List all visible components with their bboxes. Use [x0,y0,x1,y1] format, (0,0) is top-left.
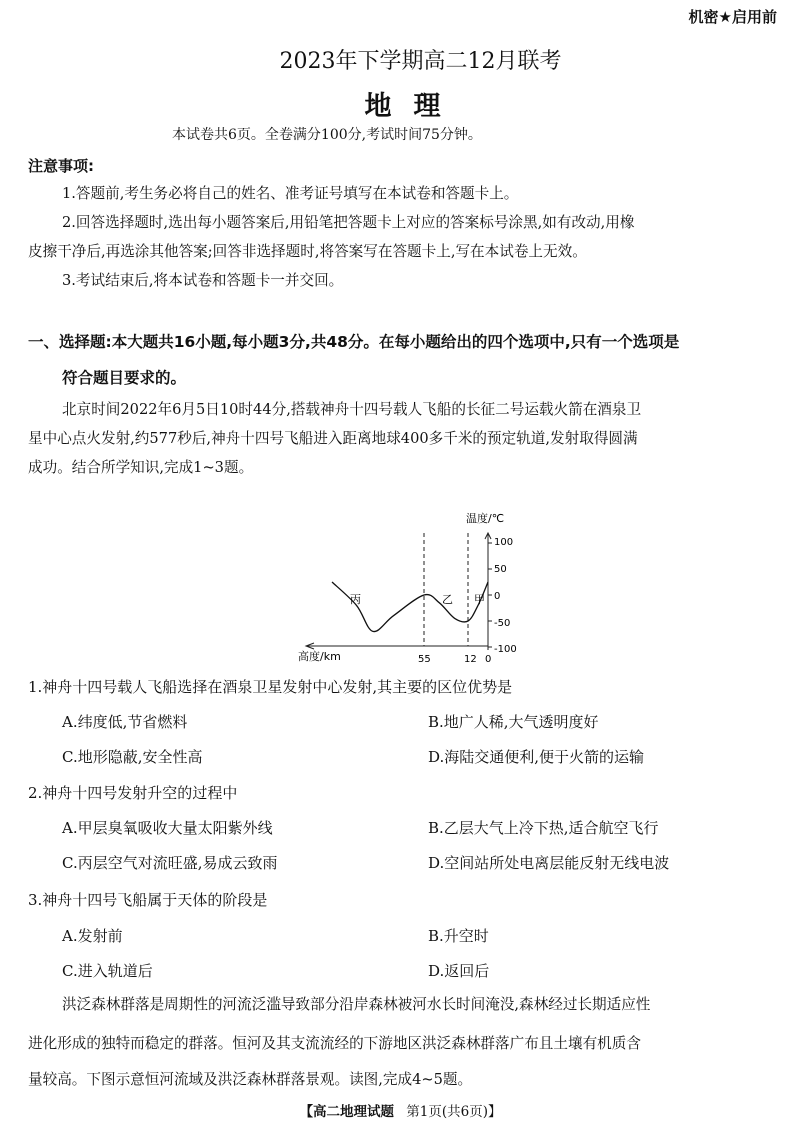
q3-option-c: C.进入轨道后 [62,962,153,980]
subject-title: 地理 [364,91,463,122]
y-tick-label: -50 [494,618,511,629]
q2-stem: 2.神舟十四号发射升空的过程中 [28,784,238,802]
x-tick-label: 12 [464,654,477,665]
q3-option-a: A.发射前 [62,927,123,945]
q1-option-a: A.纬度低,节省燃料 [62,713,188,731]
footer-page: 第1页(共6页)】 [406,1104,502,1120]
q3-option-b: B.升空时 [428,927,489,945]
secret-mark: 机密★启用前 [688,8,777,26]
q2-option-d: D.空间站所处电离层能反射无线电波 [428,854,670,872]
passage-2-line-1: 洪泛森林群落是周期性的河流泛滥导致部分沿岸森林被河水长时间淹没,森林经过长期适应性 [62,996,651,1013]
q3-option-d: D.返回后 [428,962,490,980]
y-tick-label: 100 [494,537,514,548]
temperature-curve [332,582,488,632]
exam-info: 本试卷共6页。全卷满分100分,考试时间75分钟。 [172,127,482,143]
x-tick-label: 0 [485,654,492,665]
x-tick-label: 55 [418,654,431,665]
passage-1-line-2: 星中心点火发射,约577秒后,神舟十四号飞船进入距离地球400多千米的预定轨道,发射取得圆满 [28,430,638,447]
passage-2-line-2: 进化形成的独特而稳定的群落。恒河及其支流流经的下游地区洪泛森林群落广布且土壤有机质含 [28,1035,641,1052]
passage-1-line-3: 成功。结合所学知识,完成1~3题。 [28,459,254,476]
y-axis-label: 温度/℃ [466,512,505,525]
layer-label-bing: 丙 [350,593,361,606]
q3-stem: 3.神舟十四号飞船属于天体的阶段是 [28,891,268,909]
y-tick-label: 0 [494,591,501,602]
q1-option-b: B.地广人稀,大气透明度好 [428,713,599,731]
layer-label-jia: 甲 [474,593,485,606]
layer-label-yi: 乙 [442,593,453,606]
notice-heading: 注意事项: [28,157,94,175]
y-tick-label: 50 [494,564,507,575]
y-tick-label: -100 [494,644,517,655]
notice-item-2-line-1: 2.回答选择题时,选出每小题答案后,用铅笔把答题卡上对应的答案标号涂黑,如有改动,用橡 [62,214,635,231]
q2-option-a: A.甲层臭氧吸收大量太阳紫外线 [62,819,273,837]
q1-option-c: C.地形隐蔽,安全性高 [62,748,203,766]
section-heading-line-2: 符合题目要求的。 [62,369,187,387]
passage-2-line-3: 量较高。下图示意恒河流域及洪泛森林群落景观。读图,完成4~5题。 [28,1071,473,1088]
q1-option-d: D.海陆交通便利,便于火箭的运输 [428,748,645,766]
page-footer [0,1100,801,1120]
notice-item-1: 1.答题前,考生务必将自己的姓名、准考证号填写在本试卷和答题卡上。 [62,185,519,202]
notice-item-2-line-2: 皮擦干净后,再选涂其他答案;回答非选择题时,将答案写在答题卡上,写在本试卷上无效。 [28,243,587,260]
q1-stem: 1.神舟十四号载人飞船选择在酒泉卫星发射中心发射,其主要的区位优势是 [28,678,513,696]
exam-title: 2023年下学期高二12月联考 [279,49,562,74]
footer-label: 【高二地理试题 [299,1104,394,1120]
q2-option-c: C.丙层空气对流旺盛,易成云致雨 [62,854,278,872]
notice-item-3: 3.考试结束后,将本试卷和答题卡一并交回。 [62,272,344,289]
atmosphere-temperature-figure [298,505,534,665]
x-axis-label: 高度/km [298,650,341,663]
q2-option-b: B.乙层大气上冷下热,适合航空飞行 [428,819,659,837]
section-heading-line-1: 一、选择题:本大题共16小题,每小题3分,共48分。在每小题给出的四个选项中,只有一个选项是 [28,333,680,351]
passage-1-line-1: 北京时间2022年6月5日10时44分,搭载神舟十四号载人飞船的长征二号运载火箭在酒泉卫 [62,401,642,418]
